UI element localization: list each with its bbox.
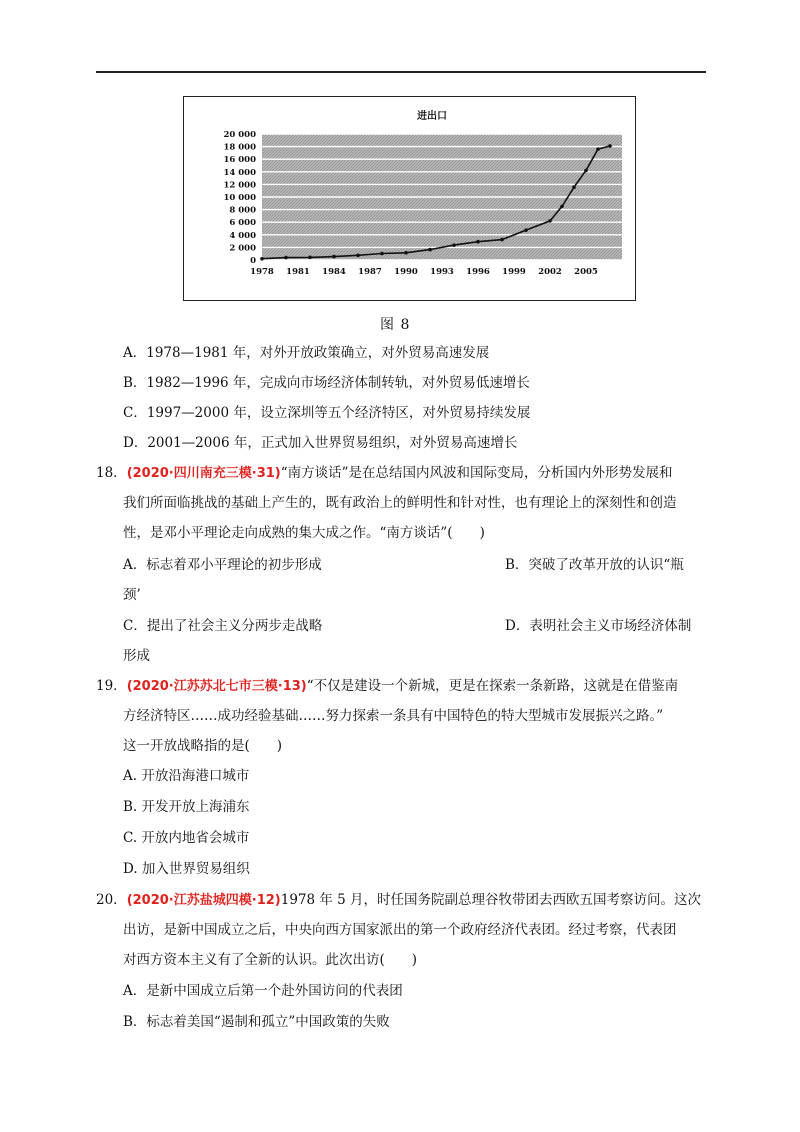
q19-source: (2020·江苏苏北七市三模·13) bbox=[126, 679, 307, 694]
q17-option-b: B．1982—1996 年，完成向市场经济体制转轨，对外贸易低速增长 bbox=[123, 375, 530, 391]
y-tick-label: 14 000 bbox=[223, 167, 256, 178]
q18-option-b: B．突破了改革开放的认识“瓶 bbox=[505, 557, 684, 573]
x-tick-label: 1996 bbox=[466, 267, 490, 277]
figure-caption: 图 8 bbox=[380, 317, 411, 333]
q19-option-a: A. 开放沿海港口城市 bbox=[123, 768, 250, 784]
y-tick-label: 16 000 bbox=[223, 155, 256, 166]
data-point bbox=[500, 238, 504, 242]
q20-option-a: A．是新中国成立后第一个赴外国访问的代表团 bbox=[123, 983, 403, 999]
y-tick-label: 20 000 bbox=[223, 130, 256, 140]
q19-option-b: B. 开发开放上海浦东 bbox=[123, 799, 250, 815]
chart-canvas bbox=[184, 97, 635, 300]
data-point bbox=[380, 252, 384, 256]
q18-source: (2020·四川南充三模·31) bbox=[126, 466, 281, 481]
y-tick-label: 6 000 bbox=[229, 218, 256, 229]
q18-first-line bbox=[96, 463, 673, 484]
chart-title: 进出口 bbox=[417, 111, 447, 122]
data-point bbox=[356, 254, 360, 258]
data-point bbox=[284, 256, 288, 260]
x-tick-label: 1999 bbox=[502, 267, 526, 277]
q19-stem-line-1: “不仅是建设一个新城，更是在探索一条新路，这就是在借鉴南 bbox=[306, 678, 679, 694]
q20-stem-line-3: 对西方资本主义有了全新的认识。此次出访( ) bbox=[123, 952, 418, 968]
q20-stem-line-1: 1978 年 5 月，时任国务院副总理谷牧带团去西欧五国考察访问。这次 bbox=[280, 892, 702, 908]
q18-option-d-continued: 形成 bbox=[123, 648, 150, 664]
q18-stem-line-2: 我们所面临挑战的基础上产生的，既有政治上的鲜明性和针对性，也有理论上的深刻性和创造 bbox=[123, 495, 677, 511]
x-tick-label: 1981 bbox=[286, 267, 310, 277]
y-tick-label: 12 000 bbox=[223, 180, 256, 191]
data-point bbox=[560, 205, 564, 209]
q20-first-line bbox=[96, 890, 701, 911]
data-point bbox=[404, 251, 408, 255]
q20-source: (2020·江苏盐城四模·12) bbox=[126, 893, 281, 908]
q19-first-line bbox=[96, 676, 678, 697]
q18-option-b-continued: 颈’ bbox=[123, 587, 141, 603]
q17-option-d: D．2001—2006 年，正式加入世界贸易组织，对外贸易高速增长 bbox=[123, 435, 518, 451]
data-point bbox=[524, 228, 528, 232]
q18-option-c: C．提出了社会主义分两步走战略 bbox=[123, 618, 323, 634]
q20-stem-line-2: 出访，是新中国成立之后，中央向西方国家派出的第一个政府经济代表团。经过考察，代表团 bbox=[123, 922, 677, 938]
q19-stem-line-2: 方经济特区……成功经验基础……努力探索一条具有中国特色的特大型城市发展振兴之路。” bbox=[123, 708, 664, 724]
data-point bbox=[572, 185, 576, 189]
q19-stem-line-3: 这一开放战略指的是( ) bbox=[123, 738, 283, 754]
x-tick-label: 1978 bbox=[250, 267, 274, 277]
y-tick-label: 8 000 bbox=[229, 205, 256, 216]
y-tick-label: 2 000 bbox=[229, 243, 256, 254]
q18-stem-line-3: 性，是邓小平理论走向成熟的集大成之作。“南方谈话”( ) bbox=[123, 525, 485, 541]
data-point bbox=[452, 243, 456, 247]
data-point bbox=[332, 255, 336, 259]
q20-number: 20． bbox=[96, 892, 127, 908]
x-tick-label: 1990 bbox=[394, 267, 418, 277]
y-tick-label: 4 000 bbox=[229, 230, 256, 241]
data-point bbox=[260, 257, 264, 261]
x-tick-label: 1987 bbox=[358, 267, 382, 277]
data-point bbox=[476, 240, 480, 244]
q17-option-a: A．1978—1981 年，对外开放政策确立，对外贸易高速发展 bbox=[123, 345, 490, 361]
q20-option-b: B．标志着美国“遏制和孤立”中国政策的失败 bbox=[123, 1014, 390, 1030]
q19-option-c: C. 开放内地省会城市 bbox=[123, 830, 250, 846]
y-tick-label: 10 000 bbox=[223, 193, 256, 203]
x-tick-label: 1984 bbox=[322, 267, 346, 277]
data-point bbox=[548, 219, 552, 223]
data-point bbox=[596, 147, 600, 151]
q17-option-c: C．1997—2000 年，设立深圳等五个经济特区，对外贸易持续发展 bbox=[123, 405, 531, 421]
data-point bbox=[584, 169, 588, 173]
header-rule bbox=[96, 71, 706, 73]
q18-option-d: D．表明社会主义市场经济体制 bbox=[505, 618, 692, 634]
q18-stem-line-1: “南方谈话”是在总结国内风波和国际变局，分析国内外形势发展和 bbox=[280, 465, 673, 481]
x-tick-label: 2005 bbox=[574, 267, 598, 277]
q19-number: 19． bbox=[96, 678, 127, 694]
q18-option-a: A．标志着邓小平理论的初步形成 bbox=[123, 557, 322, 573]
x-tick-label: 1993 bbox=[430, 267, 454, 277]
y-tick-label: 0 bbox=[250, 256, 256, 266]
x-tick-label: 2002 bbox=[538, 267, 562, 277]
data-point bbox=[608, 144, 612, 148]
y-tick-label: 18 000 bbox=[223, 142, 256, 153]
data-point bbox=[428, 248, 432, 252]
q19-option-d: D. 加入世界贸易组织 bbox=[123, 861, 250, 877]
q18-number: 18． bbox=[96, 465, 127, 481]
import-export-chart bbox=[183, 96, 636, 301]
data-point bbox=[308, 256, 312, 260]
